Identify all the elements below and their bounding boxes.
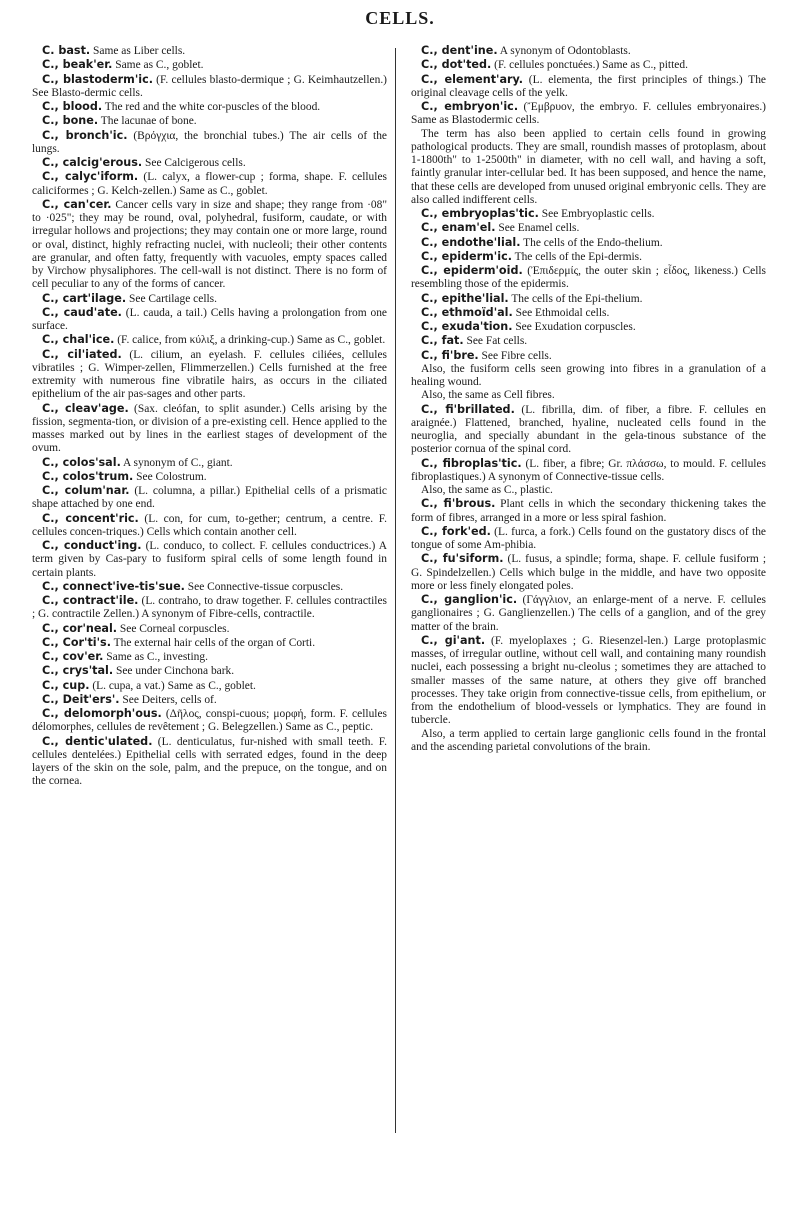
entry-definition: See Enamel cells.: [495, 222, 580, 235]
entry-continuation: Also, the same as Cell fibres.: [421, 389, 555, 402]
entry-headword: C. bast.: [42, 44, 91, 57]
entry-headword: C., fu'siform.: [421, 552, 504, 566]
entry-definition: (L. fiber, a fibre; Gr. πλάσσω, to mould. F. cellules fibroplastiques.) A synonym of Connective-tissue cells.: [411, 457, 766, 483]
page-header: CELLS.: [365, 8, 435, 28]
entry-definition: See Fibre cells.: [478, 349, 552, 362]
dictionary-entry: [32, 484, 387, 512]
entry-headword: C., caud'ate.: [42, 305, 122, 319]
entry-definition: (L. cilium, an eyelash. F. cellules ciliées, cellules vibratiles ; G. Wimper-zellen, Flimmerzellen.) Cells furnished at the free extremity with numerous fine vibratile hairs, as occurs in the ciliated epithelium of the air pas-sages and other parts.: [32, 348, 387, 401]
entry-headword: C., cor'neal.: [42, 621, 118, 635]
entry-headword: C., dentic'ulated.: [42, 734, 153, 748]
entry-definition: The red and the white cor-puscles of the blood.: [102, 101, 321, 113]
entry-definition: (F. calice, from κύλιξ, a drinking-cup.) Same as C., goblet.: [114, 334, 386, 347]
dictionary-entry: [32, 470, 387, 484]
dictionary-entry: [32, 707, 387, 735]
entry-headword: C., cleav'age.: [42, 401, 129, 415]
entry-definition: See Cartilage cells.: [126, 292, 217, 305]
entry-definition: See Embryoplastic cells.: [538, 208, 655, 220]
dictionary-entry: [411, 207, 766, 221]
dictionary-entry: [411, 292, 766, 306]
entry-headword: C., fat.: [421, 334, 464, 348]
entry-headword: C., beak'er.: [42, 58, 113, 72]
dictionary-entry: [32, 679, 387, 693]
dictionary-entry: [32, 348, 387, 402]
entry-definition: See Colostrum.: [133, 470, 207, 483]
dictionary-entry: [32, 636, 387, 650]
entry-headword: C., blood.: [42, 100, 103, 113]
entry-headword: C., exuda'tion.: [421, 320, 513, 333]
entry-headword: C., fi'brous.: [421, 497, 496, 511]
entry-definition: The cells of the Epi-dermis.: [511, 250, 642, 263]
entry-headword: C., enam'el.: [421, 221, 496, 235]
entry-definition: Same as C., goblet.: [112, 59, 204, 72]
dictionary-entry: [411, 497, 766, 525]
entry-headword: C., element'ary.: [421, 72, 524, 86]
entry-definition: (L. contraho, to draw together. F. cellules contractiles ; G. contractile Zellen.) A synonym of Fibre-cells, contractile.: [32, 595, 387, 621]
entry-definition: (Γάγγλιον, an enlarge-ment of a nerve. F. cellules ganglionaires ; G. Ganglienzellen.) The cells of a ganglion, and of the grey matter of the brain.: [411, 594, 766, 633]
entry-definition: See Ethmoidal cells.: [512, 306, 610, 319]
dictionary-entry: [32, 512, 387, 540]
dictionary-entry: [32, 198, 387, 292]
entry-definition: Same as Liber cells.: [90, 45, 186, 57]
dictionary-entry: [32, 170, 387, 198]
entry-headword: C., embryoplas'tic.: [421, 207, 539, 220]
entry-definition: (L. furca, a fork.) Cells found on the gustatory discs of the tongue of some Am-phibia.: [411, 525, 766, 551]
dictionary-entry: [32, 73, 387, 101]
entry-definition: See Deiters, cells of.: [119, 693, 217, 706]
dictionary-entry: [411, 403, 766, 457]
dictionary-entry: [32, 44, 387, 58]
entry-definition: See under Cinchona bark.: [113, 665, 235, 678]
entry-definition: (L. columna, a pillar.) Epithelial cells of a prismatic shape attached by one end.: [32, 485, 387, 511]
dictionary-entry: [411, 552, 766, 593]
entry-headword: C., dent'ine.: [421, 44, 498, 57]
dictionary-entry: [411, 250, 766, 264]
entry-definition: (F. cellules blasto-dermique ; G. Keimhautzellen.) See Blasto-dermic cells.: [32, 73, 387, 99]
entry-definition: (Ἔμβρυον, the embryo. F. cellules embryonaires.) Same as Blastodermic cells.: [411, 101, 766, 127]
entry-headword: C., delomorph'ous.: [42, 707, 162, 720]
dictionary-entry: [32, 292, 387, 306]
dictionary-entry: [411, 525, 766, 553]
entry-definition: (L. fibrilla, dim. of fiber, a fibre. F. cellules en araignée.) Flattened, branched, hyaline, nucleated cells found in the neuroglia, and specially abundant in the gela-tinous substance of the posterior cornua of the spinal cord.: [411, 403, 766, 456]
entry-headword: C., cov'er.: [42, 650, 104, 663]
entry-headword: C., epithe'lial.: [421, 291, 509, 305]
dictionary-entry: [32, 58, 387, 72]
entry-continuation: Also, a term applied to certain large ganglionic cells found in the frontal and the ascending parietal convolutions of the brain.: [411, 727, 766, 753]
entry-definition: (L. calyx, a flower-cup ; forma, shape. F. cellules caliciformes ; G. Kelch-zellen.) Same as C., goblet.: [32, 171, 387, 197]
entry-definition: The cells of the Endo-thelium.: [520, 236, 663, 249]
dictionary-entry: [32, 735, 387, 789]
left-column: [32, 44, 387, 789]
entry-definition: (L. cauda, a tail.) Cells having a prolongation from one surface.: [32, 306, 387, 332]
entry-continuation: The term has also been applied to certain cells found in growing pathological products. They are small, roundish masses of protoplasm, about 1-1800th" to 1-2500th" in diameter, with no cell wall, and having a soft, faintly granular inter-cellular bed. It has been supposed, and hence the name, that these cells are developed from unused original embryonic cells. They are also called indifferent cells.: [411, 127, 766, 206]
dictionary-entry: [32, 402, 387, 456]
dictionary-entry: [32, 664, 387, 678]
dictionary-entry: [411, 457, 766, 498]
entry-definition: Cancer cells vary in size and shape; they range from ·08" to ·025"; they may be round, oval, polyhedral, fusiform, caudate, or with irregular hollows and projections; they may contain one or more large, round or oval, distinct, highly refracting nuclei, with nucleoli; their other contents are granular, and often fatty, frequently with vacuoles, empty spaces called by Virchow physaliphores. The cell-wall is not distinct. There is no form of cell peculiar to any of the forms of cancer.: [32, 198, 387, 291]
dictionary-entry: [411, 334, 766, 348]
entry-headword: C., cup.: [42, 678, 90, 692]
entry-headword: C., dot'ted.: [421, 58, 492, 72]
entry-headword: C., fork'ed.: [421, 524, 491, 538]
entry-headword: C., gi'ant.: [421, 633, 486, 647]
dictionary-entry: [411, 236, 766, 250]
entry-headword: C., colos'sal.: [42, 455, 121, 469]
dictionary-entry: [32, 539, 387, 580]
entry-headword: C., connect'ive-tis'sue.: [42, 579, 185, 593]
entry-headword: C., calyc'iform.: [42, 170, 139, 184]
entry-headword: C., calcig'erous.: [42, 156, 143, 169]
entry-headword: C., concent'ric.: [42, 511, 139, 525]
entry-headword: C., conduct'ing.: [42, 539, 142, 552]
entry-definition: A synonym of Odontoblasts.: [497, 45, 631, 57]
entry-definition: The external hair cells of the organ of Corti.: [110, 636, 316, 649]
dictionary-entry: [32, 156, 387, 170]
entry-headword: C., endothe'lial.: [421, 235, 521, 249]
dictionary-entry: [411, 349, 766, 403]
entry-headword: C., epiderm'ic.: [421, 249, 512, 263]
entry-definition: See Corneal corpuscles.: [117, 622, 230, 635]
entry-headword: C., fi'brillated.: [421, 402, 515, 416]
entry-headword: C., cart'ilage.: [42, 291, 127, 305]
entry-definition: (L. cupa, a vat.) Same as C., goblet.: [89, 679, 256, 692]
entry-definition: See Fat cells.: [463, 335, 528, 348]
entry-headword: C., Deit'ers'.: [42, 692, 120, 706]
entry-headword: C., colos'trum.: [42, 469, 134, 483]
entry-headword: C., contract'ile.: [42, 594, 139, 607]
entry-headword: C., can'cer.: [42, 197, 112, 211]
dictionary-entry: [32, 114, 387, 128]
entry-headword: C., crys'tal.: [42, 664, 114, 678]
right-column: [411, 44, 766, 754]
dictionary-entry: [411, 634, 766, 754]
entry-headword: C., colum'nar.: [42, 484, 130, 497]
entry-definition: (F. myeloplaxes ; G. Riesenzel-len.) Large protoplasmic masses, of irregular outline, without cell wall, and containing many roundish nuclei, each possessing a bright nu-cleolus ; sometimes they are attached to smaller masses of the same nature, at others they give off branched processes. They take origin from connective-tissue cells, from epithelium, or from the endothelium of blood-vessels or lymphatics. They are found in tubercle.: [411, 634, 766, 727]
entry-definition: Same as C., investing.: [103, 651, 208, 663]
entry-definition: (Δῆλος, conspi-cuous; μορφή, form. F. cellules délomorphes, cellules de revêtement ; G. Belegzellen.) Same as C., peptic.: [32, 708, 387, 734]
dictionary-entry: [411, 221, 766, 235]
dictionary-entry: [32, 100, 387, 114]
entry-headword: C., bronch'ic.: [42, 128, 128, 142]
dictionary-entry: [411, 58, 766, 72]
dictionary-entry: [411, 593, 766, 634]
entry-definition: (Βρόγχια, the bronchial tubes.) The air cells of the lungs.: [32, 129, 387, 155]
dictionary-entry: [32, 306, 387, 334]
entry-definition: (L. conduco, to collect. F. cellules conductrices.) A term given by Cas-pary to fusiform spiral cells of some length found in certain plants.: [32, 540, 387, 579]
dictionary-entry: [32, 580, 387, 594]
dictionary-entry: [411, 73, 766, 101]
entry-definition: (F. cellules ponctuées.) Same as C., pitted.: [491, 59, 688, 72]
entry-definition: See Exudation corpuscles.: [512, 321, 636, 333]
dictionary-entry: [411, 264, 766, 292]
entry-definition: (Ἐπιδερμίς, the outer skin ; εἶδος, likeness.) Cells resembling those of the epidermis.: [411, 265, 766, 291]
entry-definition: (L. fusus, a spindle; forma, shape. F. cellule fusiform ; G. Spindelzellen.) Cells which bulge in the middle, and have two opposite more or less finely elongated poles.: [411, 553, 766, 592]
entry-definition: A synonym of C., giant.: [120, 456, 233, 469]
entry-definition: (L. con, for cum, to-gether; centrum, a centre. F. cellules concen-triques.) Cells which contain another cell.: [32, 512, 387, 538]
entry-definition: (Sax. cleófan, to split asunder.) Cells arising by the fission, segmenta-tion, or division of a pre-existing cell. Hence applied to the masses marked out by lines in the earliest stages of development of the ovum.: [32, 402, 388, 455]
entry-definition: See Connective-tissue corpuscles.: [184, 580, 344, 593]
dictionary-entry: [411, 306, 766, 320]
dictionary-entry: [32, 333, 387, 347]
entry-headword: C., embryon'ic.: [421, 100, 519, 113]
entry-headword: C., blastoderm'ic.: [42, 72, 153, 86]
dictionary-entry: [411, 44, 766, 58]
entry-headword: C., Cor'ti's.: [42, 635, 111, 649]
entry-definition: See Calcigerous cells.: [142, 157, 246, 169]
dictionary-entry: [32, 650, 387, 664]
entry-definition: (L. elementa, the first principles of things.) The original cleavage cells of the yelk.: [411, 73, 766, 99]
dictionary-entry: [32, 594, 387, 622]
entry-headword: C., epiderm'oid.: [421, 264, 523, 277]
dictionary-entry: [32, 693, 387, 707]
entry-headword: C., cil'iated.: [42, 347, 122, 361]
dictionary-entry: [32, 456, 387, 470]
entry-headword: C., fibroplas'tic.: [421, 456, 522, 470]
entry-headword: C., bone.: [42, 114, 99, 128]
dictionary-entry: [411, 320, 766, 334]
entry-headword: C., ethmoïd'al.: [421, 305, 513, 319]
entry-definition: Plant cells in which the secondary thickening takes the form of fibres, arranged in a more or less spiral fashion.: [411, 498, 766, 524]
entry-definition: The lacunae of bone.: [98, 115, 197, 128]
entry-headword: C., fi'bre.: [421, 348, 479, 362]
dictionary-entry: [32, 129, 387, 157]
entry-headword: C., chal'ice.: [42, 333, 115, 347]
dictionary-entry: [32, 622, 387, 636]
entry-definition: (L. denticulatus, fur-nished with small teeth. F. cellules dentelées.) Epithelial cells with serrated edges, found in the deep layers of the skin on the sole, palm, and the prepuce, on the tongue, and on the cornea.: [32, 735, 388, 788]
entry-definition: The cells of the Epi-thelium.: [508, 292, 643, 305]
entry-headword: C., ganglion'ic.: [421, 593, 518, 606]
column-divider: [395, 48, 396, 1133]
entry-continuation: Also, the fusiform cells seen growing into fibres in a granulation of a healing wound.: [411, 362, 766, 388]
entry-continuation: Also, the same as C., plastic.: [421, 484, 553, 496]
dictionary-entry: [411, 100, 766, 207]
